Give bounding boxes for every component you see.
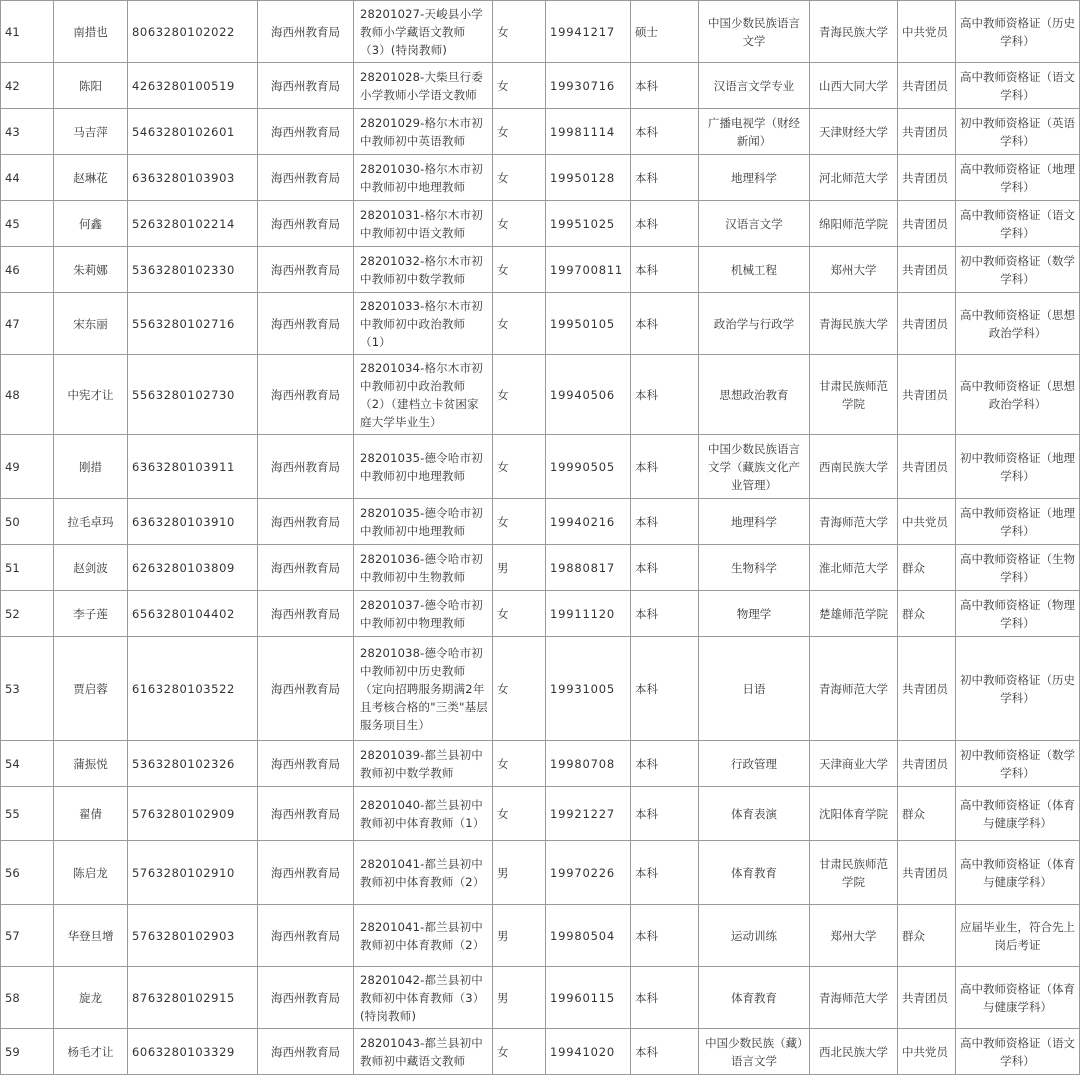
cell-number: 47 xyxy=(1,293,54,355)
cell-birth-date: 19980504 xyxy=(546,905,631,967)
cell-political-status: 中共党员 xyxy=(898,499,956,545)
cell-education: 本科 xyxy=(631,741,699,787)
cell-gender: 女 xyxy=(493,201,546,247)
table-row xyxy=(1,201,1080,247)
cell-political-status: 群众 xyxy=(898,591,956,637)
cell-major: 中国少数民族（藏）语言文学 xyxy=(699,1029,810,1075)
cell-position: 28201035-德令哈市初中教师初中地理教师 xyxy=(354,435,493,499)
cell-gender: 女 xyxy=(493,63,546,109)
cell-number: 42 xyxy=(1,63,54,109)
cell-position: 28201029-格尔木市初中教师初中英语教师 xyxy=(354,109,493,155)
cell-certificate: 初中教师资格证（数学学科） xyxy=(956,741,1080,787)
cell-school: 青海师范大学 xyxy=(810,499,898,545)
cell-number: 46 xyxy=(1,247,54,293)
cell-school: 西北民族大学 xyxy=(810,1029,898,1075)
cell-birth-date: 19990505 xyxy=(546,435,631,499)
cell-school: 甘肃民族师范学院 xyxy=(810,841,898,905)
cell-department: 海西州教育局 xyxy=(258,741,354,787)
table-row xyxy=(1,109,1080,155)
cell-school: 绵阳师范学院 xyxy=(810,201,898,247)
cell-school: 郑州大学 xyxy=(810,247,898,293)
cell-major: 行政管理 xyxy=(699,741,810,787)
cell-number: 41 xyxy=(1,1,54,63)
cell-school: 山西大同大学 xyxy=(810,63,898,109)
table-row xyxy=(1,1,1080,63)
cell-gender: 男 xyxy=(493,841,546,905)
cell-certificate: 初中教师资格证（历史学科） xyxy=(956,637,1080,741)
cell-exam-id: 6363280103911 xyxy=(128,435,258,499)
cell-major: 广播电视学（财经新闻） xyxy=(699,109,810,155)
cell-political-status: 共青团员 xyxy=(898,637,956,741)
cell-name: 刚措 xyxy=(54,435,128,499)
cell-political-status: 共青团员 xyxy=(898,435,956,499)
cell-certificate: 高中教师资格证（体育与健康学科） xyxy=(956,787,1080,841)
cell-birth-date: 19960115 xyxy=(546,967,631,1029)
cell-certificate: 高中教师资格证（地理学科） xyxy=(956,499,1080,545)
cell-birth-date: 19940216 xyxy=(546,499,631,545)
cell-position: 28201036-德令哈市初中教师初中生物教师 xyxy=(354,545,493,591)
cell-department: 海西州教育局 xyxy=(258,63,354,109)
cell-position: 28201035-德令哈市初中教师初中地理教师 xyxy=(354,499,493,545)
table-row xyxy=(1,155,1080,201)
cell-major: 运动训练 xyxy=(699,905,810,967)
cell-education: 本科 xyxy=(631,435,699,499)
cell-birth-date: 19950105 xyxy=(546,293,631,355)
cell-exam-id: 5763280102909 xyxy=(128,787,258,841)
cell-department: 海西州教育局 xyxy=(258,787,354,841)
cell-name: 何鑫 xyxy=(54,201,128,247)
cell-gender: 女 xyxy=(493,1029,546,1075)
cell-position: 28201027-天峻县小学教师小学藏语文教师（3）(特岗教师) xyxy=(354,1,493,63)
cell-gender: 女 xyxy=(493,591,546,637)
cell-birth-date: 19911120 xyxy=(546,591,631,637)
cell-name: 蒲振悦 xyxy=(54,741,128,787)
cell-birth-date: 19980708 xyxy=(546,741,631,787)
cell-school: 西南民族大学 xyxy=(810,435,898,499)
cell-education: 本科 xyxy=(631,63,699,109)
cell-position: 28201032-格尔木市初中教师初中数学教师 xyxy=(354,247,493,293)
cell-certificate: 高中教师资格证（历史学科） xyxy=(956,1,1080,63)
cell-school: 青海民族大学 xyxy=(810,293,898,355)
cell-birth-date: 19970226 xyxy=(546,841,631,905)
cell-position: 28201031-格尔木市初中教师初中语文教师 xyxy=(354,201,493,247)
table-row xyxy=(1,787,1080,841)
cell-birth-date: 19930716 xyxy=(546,63,631,109)
cell-major: 体育表演 xyxy=(699,787,810,841)
cell-department: 海西州教育局 xyxy=(258,1029,354,1075)
cell-birth-date: 19981114 xyxy=(546,109,631,155)
cell-name: 翟倩 xyxy=(54,787,128,841)
cell-gender: 女 xyxy=(493,499,546,545)
cell-position: 28201042-都兰县初中教师初中体育教师（3）(特岗教师) xyxy=(354,967,493,1029)
cell-political-status: 共青团员 xyxy=(898,63,956,109)
cell-birth-date: 19941020 xyxy=(546,1029,631,1075)
cell-birth-date: 19931005 xyxy=(546,637,631,741)
cell-name: 杨毛才让 xyxy=(54,1029,128,1075)
cell-school: 郑州大学 xyxy=(810,905,898,967)
cell-birth-date: 199700811 xyxy=(546,247,631,293)
cell-birth-date: 19921227 xyxy=(546,787,631,841)
cell-political-status: 共青团员 xyxy=(898,741,956,787)
cell-political-status: 共青团员 xyxy=(898,201,956,247)
cell-major: 体育教育 xyxy=(699,967,810,1029)
cell-education: 本科 xyxy=(631,591,699,637)
cell-birth-date: 19950128 xyxy=(546,155,631,201)
cell-gender: 女 xyxy=(493,787,546,841)
cell-number: 59 xyxy=(1,1029,54,1075)
cell-number: 49 xyxy=(1,435,54,499)
cell-gender: 男 xyxy=(493,545,546,591)
cell-political-status: 共青团员 xyxy=(898,293,956,355)
table-row xyxy=(1,841,1080,905)
cell-department: 海西州教育局 xyxy=(258,905,354,967)
cell-school: 青海师范大学 xyxy=(810,637,898,741)
cell-name: 旋龙 xyxy=(54,967,128,1029)
cell-certificate: 初中教师资格证（地理学科） xyxy=(956,435,1080,499)
cell-position: 28201030-格尔木市初中教师初中地理教师 xyxy=(354,155,493,201)
table-row xyxy=(1,293,1080,355)
cell-major: 中国少数民族语言文学（藏族文化产业管理） xyxy=(699,435,810,499)
cell-name: 陈阳 xyxy=(54,63,128,109)
cell-position: 28201041-都兰县初中教师初中体育教师（2） xyxy=(354,841,493,905)
cell-position: 28201033-格尔木市初中教师初中政治教师（1） xyxy=(354,293,493,355)
table-row xyxy=(1,247,1080,293)
cell-exam-id: 5463280102601 xyxy=(128,109,258,155)
cell-school: 青海民族大学 xyxy=(810,1,898,63)
table-row xyxy=(1,967,1080,1029)
cell-exam-id: 6063280103329 xyxy=(128,1029,258,1075)
cell-certificate: 高中教师资格证（思想政治学科） xyxy=(956,355,1080,435)
cell-name: 朱莉娜 xyxy=(54,247,128,293)
cell-education: 硕士 xyxy=(631,1,699,63)
cell-exam-id: 6363280103903 xyxy=(128,155,258,201)
cell-name: 赵剑波 xyxy=(54,545,128,591)
cell-education: 本科 xyxy=(631,201,699,247)
table-body xyxy=(1,1,1080,1075)
cell-school: 甘肃民族师范学院 xyxy=(810,355,898,435)
cell-department: 海西州教育局 xyxy=(258,637,354,741)
cell-number: 44 xyxy=(1,155,54,201)
cell-number: 45 xyxy=(1,201,54,247)
cell-political-status: 群众 xyxy=(898,787,956,841)
cell-name: 赵琳花 xyxy=(54,155,128,201)
cell-political-status: 共青团员 xyxy=(898,247,956,293)
cell-major: 物理学 xyxy=(699,591,810,637)
cell-department: 海西州教育局 xyxy=(258,1,354,63)
cell-exam-id: 6563280104402 xyxy=(128,591,258,637)
cell-number: 43 xyxy=(1,109,54,155)
cell-department: 海西州教育局 xyxy=(258,293,354,355)
table-row xyxy=(1,355,1080,435)
cell-certificate: 高中教师资格证（体育与健康学科） xyxy=(956,967,1080,1029)
cell-certificate: 高中教师资格证（物理学科） xyxy=(956,591,1080,637)
cell-certificate: 高中教师资格证（思想政治学科） xyxy=(956,293,1080,355)
cell-education: 本科 xyxy=(631,905,699,967)
cell-number: 56 xyxy=(1,841,54,905)
cell-gender: 女 xyxy=(493,1,546,63)
cell-school: 天津商业大学 xyxy=(810,741,898,787)
cell-certificate: 高中教师资格证（生物学科） xyxy=(956,545,1080,591)
cell-school: 天津财经大学 xyxy=(810,109,898,155)
cell-major: 政治学与行政学 xyxy=(699,293,810,355)
cell-exam-id: 5763280102903 xyxy=(128,905,258,967)
cell-major: 汉语言文学 xyxy=(699,201,810,247)
cell-political-status: 共青团员 xyxy=(898,109,956,155)
table-row xyxy=(1,435,1080,499)
cell-gender: 女 xyxy=(493,741,546,787)
cell-position: 28201028-大柴旦行委小学教师小学语文教师 xyxy=(354,63,493,109)
cell-position: 28201037-德令哈市初中教师初中物理教师 xyxy=(354,591,493,637)
cell-department: 海西州教育局 xyxy=(258,201,354,247)
cell-exam-id: 5363280102330 xyxy=(128,247,258,293)
cell-department: 海西州教育局 xyxy=(258,499,354,545)
cell-name: 李子莲 xyxy=(54,591,128,637)
cell-school: 楚雄师范学院 xyxy=(810,591,898,637)
cell-political-status: 共青团员 xyxy=(898,841,956,905)
cell-exam-id: 5563280102730 xyxy=(128,355,258,435)
cell-birth-date: 19941217 xyxy=(546,1,631,63)
cell-certificate: 高中教师资格证（语文学科） xyxy=(956,1029,1080,1075)
cell-major: 地理科学 xyxy=(699,499,810,545)
cell-position: 28201041-都兰县初中教师初中体育教师（2） xyxy=(354,905,493,967)
cell-birth-date: 19880817 xyxy=(546,545,631,591)
cell-political-status: 共青团员 xyxy=(898,967,956,1029)
cell-school: 沈阳体育学院 xyxy=(810,787,898,841)
table-row xyxy=(1,591,1080,637)
cell-exam-id: 8063280102022 xyxy=(128,1,258,63)
cell-certificate: 应届毕业生，符合先上岗后考证 xyxy=(956,905,1080,967)
cell-gender: 女 xyxy=(493,435,546,499)
cell-school: 青海师范大学 xyxy=(810,967,898,1029)
cell-position: 28201039-都兰县初中教师初中数学教师 xyxy=(354,741,493,787)
cell-major: 日语 xyxy=(699,637,810,741)
cell-education: 本科 xyxy=(631,637,699,741)
cell-major: 思想政治教育 xyxy=(699,355,810,435)
cell-name: 马吉萍 xyxy=(54,109,128,155)
table-row xyxy=(1,741,1080,787)
cell-number: 58 xyxy=(1,967,54,1029)
cell-education: 本科 xyxy=(631,355,699,435)
cell-certificate: 初中教师资格证（数学学科） xyxy=(956,247,1080,293)
cell-number: 51 xyxy=(1,545,54,591)
cell-certificate: 高中教师资格证（语文学科） xyxy=(956,201,1080,247)
cell-department: 海西州教育局 xyxy=(258,591,354,637)
cell-political-status: 群众 xyxy=(898,545,956,591)
cell-gender: 女 xyxy=(493,247,546,293)
cell-education: 本科 xyxy=(631,545,699,591)
cell-position: 28201034-格尔木市初中教师初中政治教师（2）（建档立卡贫困家庭大学毕业生） xyxy=(354,355,493,435)
cell-certificate: 高中教师资格证（地理学科） xyxy=(956,155,1080,201)
cell-education: 本科 xyxy=(631,1029,699,1075)
cell-exam-id: 5363280102326 xyxy=(128,741,258,787)
cell-education: 本科 xyxy=(631,841,699,905)
cell-department: 海西州教育局 xyxy=(258,247,354,293)
cell-political-status: 共青团员 xyxy=(898,155,956,201)
cell-number: 53 xyxy=(1,637,54,741)
cell-position: 28201040-都兰县初中教师初中体育教师（1） xyxy=(354,787,493,841)
cell-number: 48 xyxy=(1,355,54,435)
cell-exam-id: 6263280103809 xyxy=(128,545,258,591)
cell-certificate: 初中教师资格证（英语学科） xyxy=(956,109,1080,155)
cell-major: 汉语言文学专业 xyxy=(699,63,810,109)
cell-position: 28201038-德令哈市初中教师初中历史教师（定向招聘服务期满2年且考核合格的"三类"基层服务项目生） xyxy=(354,637,493,741)
cell-department: 海西州教育局 xyxy=(258,545,354,591)
cell-gender: 男 xyxy=(493,905,546,967)
cell-department: 海西州教育局 xyxy=(258,355,354,435)
cell-name: 拉毛卓玛 xyxy=(54,499,128,545)
cell-major: 地理科学 xyxy=(699,155,810,201)
cell-department: 海西州教育局 xyxy=(258,841,354,905)
cell-education: 本科 xyxy=(631,155,699,201)
cell-exam-id: 5563280102716 xyxy=(128,293,258,355)
cell-number: 50 xyxy=(1,499,54,545)
table-row xyxy=(1,63,1080,109)
cell-position: 28201043-都兰县初中教师初中藏语文教师 xyxy=(354,1029,493,1075)
cell-department: 海西州教育局 xyxy=(258,967,354,1029)
cell-number: 55 xyxy=(1,787,54,841)
cell-exam-id: 6163280103522 xyxy=(128,637,258,741)
cell-exam-id: 8763280102915 xyxy=(128,967,258,1029)
cell-name: 宋东丽 xyxy=(54,293,128,355)
cell-department: 海西州教育局 xyxy=(258,109,354,155)
cell-birth-date: 19951025 xyxy=(546,201,631,247)
cell-education: 本科 xyxy=(631,967,699,1029)
cell-name: 贾启蓉 xyxy=(54,637,128,741)
cell-birth-date: 19940506 xyxy=(546,355,631,435)
cell-exam-id: 5763280102910 xyxy=(128,841,258,905)
table-row xyxy=(1,1029,1080,1075)
cell-political-status: 中共党员 xyxy=(898,1,956,63)
cell-gender: 男 xyxy=(493,967,546,1029)
cell-number: 57 xyxy=(1,905,54,967)
cell-major: 体育教育 xyxy=(699,841,810,905)
table-row xyxy=(1,545,1080,591)
cell-number: 52 xyxy=(1,591,54,637)
cell-exam-id: 4263280100519 xyxy=(128,63,258,109)
table-row xyxy=(1,905,1080,967)
cell-gender: 女 xyxy=(493,155,546,201)
cell-exam-id: 5263280102214 xyxy=(128,201,258,247)
cell-major: 生物科学 xyxy=(699,545,810,591)
cell-major: 中国少数民族语言文学 xyxy=(699,1,810,63)
cell-education: 本科 xyxy=(631,247,699,293)
cell-education: 本科 xyxy=(631,787,699,841)
cell-name: 陈启龙 xyxy=(54,841,128,905)
cell-education: 本科 xyxy=(631,293,699,355)
cell-school: 淮北师范大学 xyxy=(810,545,898,591)
cell-exam-id: 6363280103910 xyxy=(128,499,258,545)
cell-certificate: 高中教师资格证（语文学科） xyxy=(956,63,1080,109)
cell-number: 54 xyxy=(1,741,54,787)
cell-political-status: 中共党员 xyxy=(898,1029,956,1075)
cell-political-status: 群众 xyxy=(898,905,956,967)
cell-gender: 女 xyxy=(493,637,546,741)
cell-name: 华登旦增 xyxy=(54,905,128,967)
cell-gender: 女 xyxy=(493,293,546,355)
cell-certificate: 高中教师资格证（体育与健康学科） xyxy=(956,841,1080,905)
cell-gender: 女 xyxy=(493,355,546,435)
cell-name: 南措也 xyxy=(54,1,128,63)
cell-school: 河北师范大学 xyxy=(810,155,898,201)
cell-education: 本科 xyxy=(631,109,699,155)
cell-political-status: 共青团员 xyxy=(898,355,956,435)
table-row xyxy=(1,499,1080,545)
table-row xyxy=(1,637,1080,741)
cell-name: 中宪才让 xyxy=(54,355,128,435)
cell-department: 海西州教育局 xyxy=(258,435,354,499)
cell-education: 本科 xyxy=(631,499,699,545)
cell-major: 机械工程 xyxy=(699,247,810,293)
cell-gender: 女 xyxy=(493,109,546,155)
cell-department: 海西州教育局 xyxy=(258,155,354,201)
